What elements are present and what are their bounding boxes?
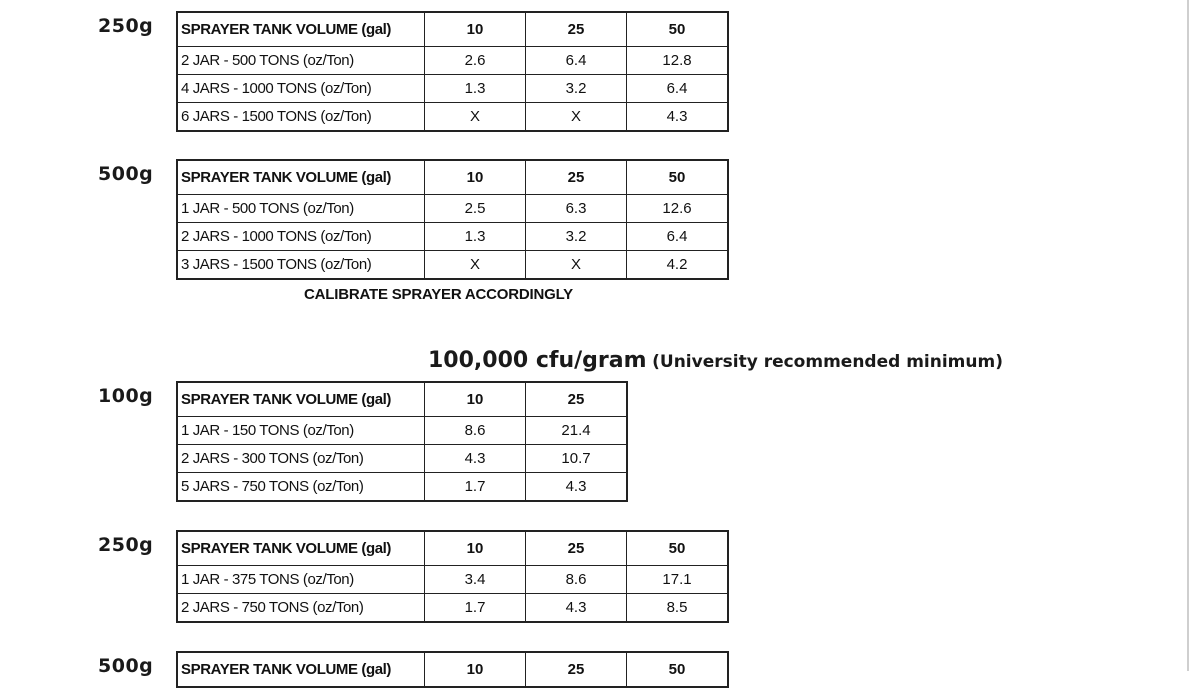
value-cell: X <box>526 103 627 132</box>
value-cell: 1.3 <box>425 223 526 251</box>
jar-size-label: 500g <box>98 655 154 677</box>
header-cell: 25 <box>526 652 627 687</box>
table-header-row <box>177 12 728 47</box>
section-heading-title: 100,000 cfu/gram <box>428 348 647 373</box>
value-cell: 6.4 <box>627 223 729 251</box>
row-label-cell: 2 JARS - 750 TONS (oz/Ton) <box>177 594 425 623</box>
table-row <box>177 195 728 223</box>
row-label-cell: 6 JARS - 1500 TONS (oz/Ton) <box>177 103 425 132</box>
value-cell: 6.4 <box>526 47 627 75</box>
value-cell: 3.2 <box>526 75 627 103</box>
rate-table <box>176 381 628 502</box>
value-cell: 8.5 <box>627 594 729 623</box>
header-cell: SPRAYER TANK VOLUME (gal) <box>177 382 425 417</box>
header-cell: SPRAYER TANK VOLUME (gal) <box>177 531 425 566</box>
value-cell: 1.7 <box>425 594 526 623</box>
table-header-row <box>177 382 627 417</box>
value-cell: 2.5 <box>425 195 526 223</box>
value-cell: 4.2 <box>627 251 729 280</box>
value-cell: 1.3 <box>425 75 526 103</box>
value-cell: 3.4 <box>425 566 526 594</box>
row-label-cell: 3 JARS - 1500 TONS (oz/Ton) <box>177 251 425 280</box>
row-label-cell: 1 JAR - 375 TONS (oz/Ton) <box>177 566 425 594</box>
table-row <box>177 251 728 280</box>
value-cell: X <box>526 251 627 280</box>
table-row <box>177 417 627 445</box>
header-cell: 50 <box>627 160 729 195</box>
value-cell: 6.4 <box>627 75 729 103</box>
table-row <box>177 473 627 502</box>
rate-table <box>176 11 729 132</box>
row-label-cell: 4 JARS - 1000 TONS (oz/Ton) <box>177 75 425 103</box>
header-cell: 25 <box>526 531 627 566</box>
header-cell: SPRAYER TANK VOLUME (gal) <box>177 652 425 687</box>
table-row <box>177 594 728 623</box>
rate-table <box>176 530 729 623</box>
header-cell: 10 <box>425 531 526 566</box>
value-cell: 17.1 <box>627 566 729 594</box>
header-cell: 10 <box>425 382 526 417</box>
header-cell: SPRAYER TANK VOLUME (gal) <box>177 12 425 47</box>
header-cell: 10 <box>425 652 526 687</box>
row-label-cell: 5 JARS - 750 TONS (oz/Ton) <box>177 473 425 502</box>
value-cell: 21.4 <box>526 417 628 445</box>
header-cell: 10 <box>425 12 526 47</box>
row-label-cell: 2 JARS - 1000 TONS (oz/Ton) <box>177 223 425 251</box>
header-cell: SPRAYER TANK VOLUME (gal) <box>177 160 425 195</box>
value-cell: 10.7 <box>526 445 628 473</box>
row-label-cell: 1 JAR - 500 TONS (oz/Ton) <box>177 195 425 223</box>
rate-table <box>176 159 729 280</box>
jar-size-label: 250g <box>98 534 154 556</box>
value-cell: 1.7 <box>425 473 526 502</box>
value-cell: X <box>425 251 526 280</box>
value-cell: 6.3 <box>526 195 627 223</box>
table-row <box>177 47 728 75</box>
header-cell: 25 <box>526 12 627 47</box>
table-row <box>177 75 728 103</box>
value-cell: 4.3 <box>425 445 526 473</box>
jar-size-label: 100g <box>98 385 154 407</box>
value-cell: 2.6 <box>425 47 526 75</box>
table-row <box>177 103 728 132</box>
scan-edge-line <box>1187 0 1189 671</box>
rate-table <box>176 651 729 688</box>
header-cell: 50 <box>627 652 729 687</box>
jar-size-label: 500g <box>98 163 154 185</box>
row-label-cell: 1 JAR - 150 TONS (oz/Ton) <box>177 417 425 445</box>
calibrate-note: CALIBRATE SPRAYER ACCORDINGLY <box>304 286 573 303</box>
row-label-cell: 2 JARS - 300 TONS (oz/Ton) <box>177 445 425 473</box>
table-header-row <box>177 531 728 566</box>
table-header-row <box>177 160 728 195</box>
value-cell: 4.3 <box>526 473 628 502</box>
header-cell: 50 <box>627 531 729 566</box>
jar-size-label: 250g <box>98 15 154 37</box>
value-cell: 3.2 <box>526 223 627 251</box>
value-cell: 12.6 <box>627 195 729 223</box>
value-cell: X <box>425 103 526 132</box>
value-cell: 8.6 <box>526 566 627 594</box>
section-heading <box>428 348 1003 373</box>
section-heading-subtitle: (University recommended minimum) <box>652 352 1003 372</box>
value-cell: 4.3 <box>526 594 627 623</box>
value-cell: 4.3 <box>627 103 729 132</box>
header-cell: 10 <box>425 160 526 195</box>
table-row <box>177 223 728 251</box>
value-cell: 12.8 <box>627 47 729 75</box>
table-row <box>177 566 728 594</box>
header-cell: 25 <box>526 160 627 195</box>
value-cell: 8.6 <box>425 417 526 445</box>
header-cell: 25 <box>526 382 628 417</box>
row-label-cell: 2 JAR - 500 TONS (oz/Ton) <box>177 47 425 75</box>
header-cell: 50 <box>627 12 729 47</box>
table-header-row <box>177 652 728 687</box>
table-row <box>177 445 627 473</box>
